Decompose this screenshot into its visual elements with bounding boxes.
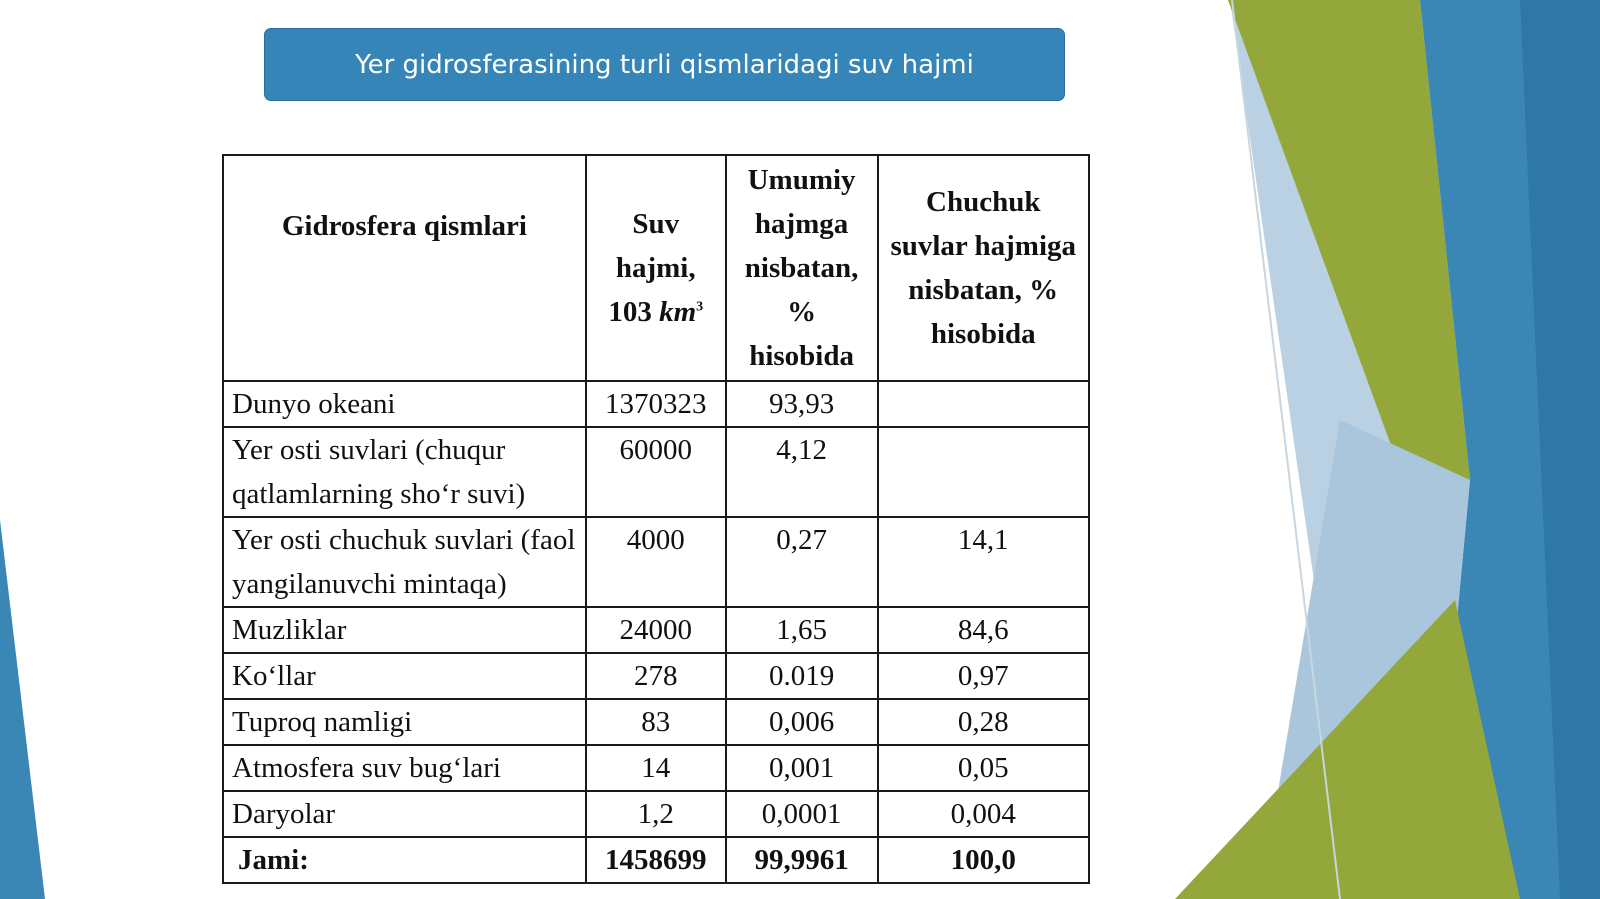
cell-volume: 24000 xyxy=(586,607,726,653)
cell-total-pct: 0,27 xyxy=(726,517,878,607)
header-water-volume-sup: 3 xyxy=(696,299,704,315)
table-row xyxy=(223,699,1089,745)
cell-total-pct: 0,006 xyxy=(726,699,878,745)
cell-volume: 1,2 xyxy=(586,791,726,837)
cell-total-total-pct: 99,9961 xyxy=(726,837,878,883)
header-water-volume-text: Suv hajmi, 103 xyxy=(608,208,696,328)
slide-title: Yer gidrosferasining turli qismlaridagi suv hajmi xyxy=(264,28,1065,101)
cell-volume: 1370323 xyxy=(586,381,726,427)
cell-name: Daryolar xyxy=(223,791,586,837)
cell-name: Ko‘llar xyxy=(223,653,586,699)
table-header-row xyxy=(223,155,1089,381)
cell-name: Tuproq namligi xyxy=(223,699,586,745)
header-total-percent: Umumiy hajmga nisbatan, % hisobida xyxy=(726,155,878,381)
cell-total-pct: 93,93 xyxy=(726,381,878,427)
cell-volume: 14 xyxy=(586,745,726,791)
cell-fresh-pct xyxy=(878,381,1090,427)
cell-fresh-pct: 84,6 xyxy=(878,607,1090,653)
cell-total-pct: 1,65 xyxy=(726,607,878,653)
header-hydrosphere-parts: Gidrosfera qismlari xyxy=(223,155,586,381)
cell-total-label: Jami: xyxy=(223,837,586,883)
cell-fresh-pct: 0,05 xyxy=(878,745,1090,791)
cell-name: Yer osti suvlari (chuqur qatlamlarning sho‘r suvi) xyxy=(223,427,586,517)
water-volume-table xyxy=(222,154,1090,884)
cell-name: Muzliklar xyxy=(223,607,586,653)
cell-name: Atmosfera suv bug‘lari xyxy=(223,745,586,791)
table-row xyxy=(223,427,1089,517)
table-row xyxy=(223,653,1089,699)
cell-total-fresh-pct: 100,0 xyxy=(878,837,1090,883)
cell-name: Yer osti chuchuk suvlari (faol yangilanuvchi mintaqa) xyxy=(223,517,586,607)
cell-volume: 60000 xyxy=(586,427,726,517)
cell-fresh-pct: 0,28 xyxy=(878,699,1090,745)
cell-fresh-pct: 0,004 xyxy=(878,791,1090,837)
header-fresh-percent: Chuchuk suvlar hajmiga nisbatan, % hisobida xyxy=(878,155,1090,381)
cell-volume: 83 xyxy=(586,699,726,745)
table-row xyxy=(223,517,1089,607)
cell-fresh-pct xyxy=(878,427,1090,517)
cell-total-pct: 0,001 xyxy=(726,745,878,791)
cell-name: Dunyo okeani xyxy=(223,381,586,427)
header-water-volume-unit: km xyxy=(659,296,697,328)
cell-total-pct: 4,12 xyxy=(726,427,878,517)
cell-volume: 4000 xyxy=(586,517,726,607)
table-row xyxy=(223,607,1089,653)
header-water-volume xyxy=(586,155,726,381)
table-row xyxy=(223,745,1089,791)
cell-fresh-pct: 0,97 xyxy=(878,653,1090,699)
cell-fresh-pct: 14,1 xyxy=(878,517,1090,607)
cell-total-pct: 0,0001 xyxy=(726,791,878,837)
cell-volume: 278 xyxy=(586,653,726,699)
table-total-row xyxy=(223,837,1089,883)
left-blue-shape xyxy=(0,520,45,899)
cell-total-volume: 1458699 xyxy=(586,837,726,883)
table-row xyxy=(223,381,1089,427)
table-row xyxy=(223,791,1089,837)
cell-total-pct: 0.019 xyxy=(726,653,878,699)
